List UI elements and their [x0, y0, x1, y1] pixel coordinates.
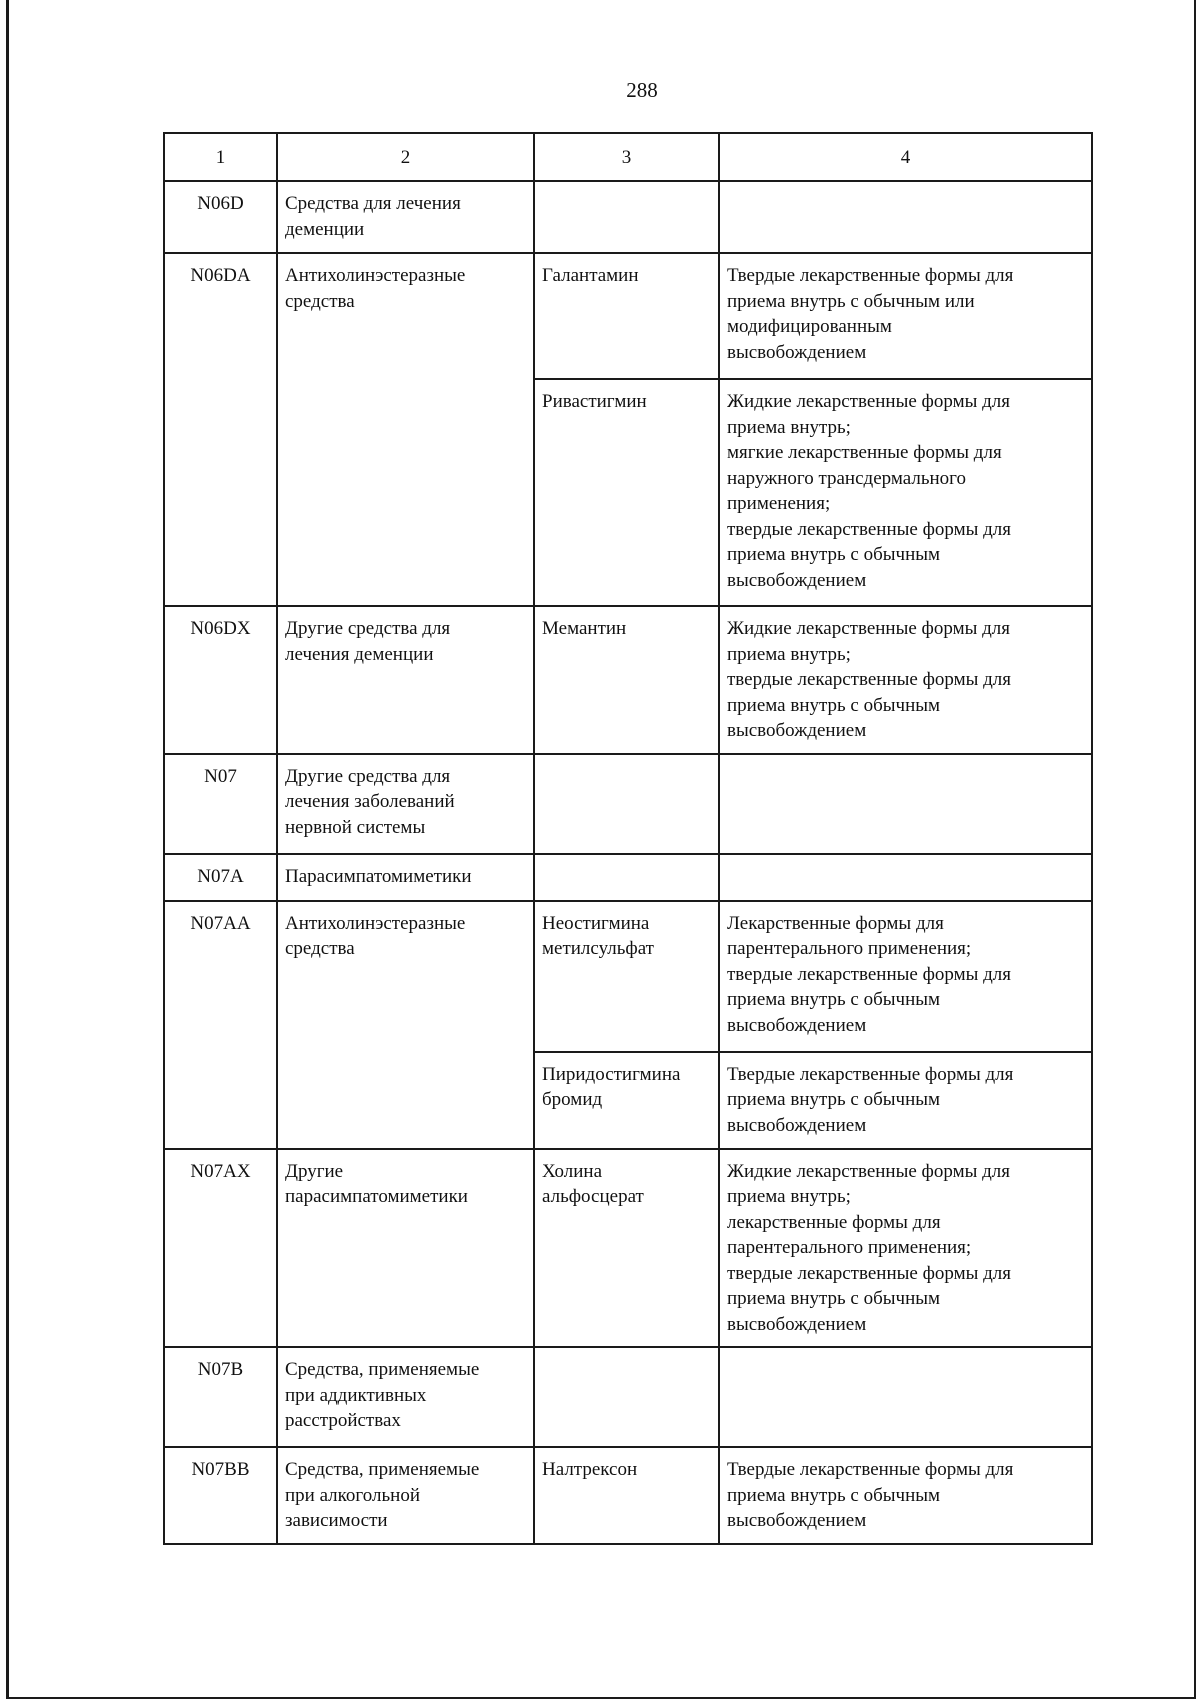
- group-name-cell-line: Антихолинэстеразные: [285, 265, 466, 286]
- group-name-cell: [277, 1149, 534, 1348]
- table-row: [164, 253, 1092, 379]
- group-name-cell-line: деменции: [285, 218, 365, 240]
- dosage-forms-cell-line: Жидкие лекарственные формы для: [727, 618, 1010, 639]
- group-name-cell: [277, 1447, 534, 1544]
- atc-code-cell: N07AX: [164, 1149, 277, 1348]
- group-name-cell-line: Средства, применяемые: [285, 1459, 480, 1480]
- dosage-forms-cell-line: высвобождением: [727, 1510, 867, 1531]
- group-name-cell-line: Парасимпатомиметики: [285, 865, 472, 887]
- drug-name-cell-line: Холина: [542, 1160, 603, 1182]
- table-row: [164, 1347, 1092, 1447]
- group-name-cell-line: нервной системы: [285, 816, 426, 838]
- drug-name-cell-line: Ривастигмин: [542, 391, 647, 412]
- dosage-forms-cell-line: приема внутрь с обычным: [727, 694, 941, 716]
- dosage-forms-cell-line: приема внутрь с обычным: [727, 1484, 941, 1506]
- drug-name-cell-line: Мемантин: [542, 618, 627, 639]
- dosage-forms-cell-line: высвобождением: [727, 569, 867, 591]
- drug-name-cell: [534, 1447, 719, 1544]
- group-name-cell-line: средства: [285, 938, 355, 959]
- medication-table: [163, 132, 1093, 1545]
- group-name-cell: [277, 854, 534, 901]
- dosage-forms-cell-line: твердые лекарственные формы для: [727, 963, 1012, 985]
- dosage-forms-cell-line: Жидкие лекарственные формы для: [727, 1160, 1010, 1182]
- dosage-forms-cell-line: Твердые лекарственные формы для: [727, 1459, 1014, 1480]
- dosage-forms-cell-line: Лекарственные формы для: [727, 912, 944, 934]
- group-name-cell-line: при аддиктивных: [285, 1384, 427, 1406]
- dosage-forms-cell: [719, 1447, 1092, 1544]
- group-name-cell: [277, 253, 534, 606]
- atc-code-cell: N06DX: [164, 606, 277, 754]
- header-cell-1: 1: [164, 133, 277, 181]
- group-name-cell-line: Другие средства для: [285, 618, 451, 639]
- atc-code-cell: N07B: [164, 1347, 277, 1447]
- header-cell-4: 4: [719, 133, 1092, 181]
- group-name-cell-line: лечения деменции: [285, 643, 434, 665]
- atc-code-cell: N06DA: [164, 253, 277, 606]
- dosage-forms-cell-line: применения;: [727, 493, 831, 514]
- drug-name-cell: [534, 1052, 719, 1149]
- group-name-cell-line: зависимости: [285, 1510, 388, 1531]
- drug-name-cell: [534, 253, 719, 379]
- atc-code-cell: N07BB: [164, 1447, 277, 1544]
- dosage-forms-cell-line: высвобождением: [727, 341, 867, 363]
- drug-name-cell-line: альфосцерат: [542, 1186, 644, 1207]
- dosage-forms-cell-line: приема внутрь с обычным: [727, 544, 941, 565]
- drug-name-cell: [534, 606, 719, 754]
- dosage-forms-cell-line: высвобождением: [727, 1313, 867, 1335]
- dosage-forms-cell-line: парентерального применения;: [727, 1237, 972, 1258]
- table-row: [164, 854, 1092, 901]
- group-name-cell-line: при алкогольной: [285, 1484, 420, 1506]
- drug-name-cell: [534, 1149, 719, 1348]
- atc-code-cell: N07A: [164, 854, 277, 901]
- group-name-cell-line: средства: [285, 290, 355, 312]
- group-name-cell-line: Другие средства для: [285, 765, 451, 787]
- drug-name-cell: [534, 379, 719, 606]
- dosage-forms-cell-line: высвобождением: [727, 720, 867, 741]
- dosage-forms-cell-line: твердые лекарственные формы для: [727, 1262, 1012, 1284]
- drug-name-cell-line: Неостигмина: [542, 912, 650, 934]
- group-name-cell: [277, 181, 534, 253]
- table-row: [164, 606, 1092, 754]
- group-name-cell-line: парасимпатомиметики: [285, 1186, 468, 1207]
- dosage-forms-cell: [719, 181, 1092, 253]
- dosage-forms-cell-line: наружного трансдермального: [727, 467, 966, 489]
- table-row: [164, 181, 1092, 253]
- atc-code-cell: N06D: [164, 181, 277, 253]
- dosage-forms-cell-line: приема внутрь с обычным: [727, 1288, 941, 1309]
- dosage-forms-cell-line: модифицированным: [727, 316, 892, 337]
- dosage-forms-cell: [719, 606, 1092, 754]
- drug-name-cell: [534, 1347, 719, 1447]
- dosage-forms-cell: [719, 253, 1092, 379]
- drug-name-cell-line: Пиридостигмина: [542, 1063, 681, 1085]
- table-body: [164, 133, 1092, 1544]
- dosage-forms-cell-line: приема внутрь с обычным: [727, 989, 941, 1010]
- header-cell-3: 3: [534, 133, 719, 181]
- dosage-forms-cell-line: высвобождением: [727, 1014, 867, 1036]
- table-row: [164, 1149, 1092, 1348]
- group-name-cell-line: Другие: [285, 1160, 344, 1182]
- dosage-forms-cell-line: Жидкие лекарственные формы для: [727, 391, 1010, 412]
- dosage-forms-cell-line: приема внутрь с обычным или: [727, 290, 975, 312]
- dosage-forms-cell-line: парентерального применения;: [727, 938, 972, 959]
- dosage-forms-cell: [719, 1347, 1092, 1447]
- group-name-cell-line: лечения заболеваний: [285, 791, 455, 812]
- dosage-forms-cell-line: приема внутрь;: [727, 643, 851, 665]
- group-name-cell-line: Средства, применяемые: [285, 1359, 480, 1380]
- drug-name-cell: [534, 754, 719, 854]
- dosage-forms-cell: [719, 754, 1092, 854]
- table-row: [164, 1447, 1092, 1544]
- dosage-forms-cell-line: лекарственные формы для: [727, 1211, 941, 1233]
- group-name-cell-line: Антихолинэстеразные: [285, 912, 466, 934]
- group-name-cell-line: расстройствах: [285, 1410, 401, 1431]
- group-name-cell: [277, 1347, 534, 1447]
- page-number: 288: [626, 78, 658, 102]
- group-name-cell: [277, 606, 534, 754]
- dosage-forms-cell-line: приема внутрь с обычным: [727, 1089, 941, 1110]
- group-name-cell: [277, 754, 534, 854]
- dosage-forms-cell: [719, 1052, 1092, 1149]
- dosage-forms-cell-line: приема внутрь;: [727, 1186, 851, 1207]
- dosage-forms-cell-line: твердые лекарственные формы для: [727, 518, 1012, 540]
- dosage-forms-cell: [719, 901, 1092, 1052]
- drug-name-cell: [534, 854, 719, 901]
- header-row: [164, 133, 1092, 181]
- drug-name-cell: [534, 901, 719, 1052]
- drug-name-cell: [534, 181, 719, 253]
- drug-name-cell-line: Налтрексон: [542, 1459, 638, 1480]
- dosage-forms-cell: [719, 379, 1092, 606]
- atc-code-cell: N07AA: [164, 901, 277, 1149]
- dosage-forms-cell-line: мягкие лекарственные формы для: [727, 442, 1002, 463]
- drug-name-cell-line: Галантамин: [542, 265, 639, 286]
- group-name-cell: [277, 901, 534, 1149]
- dosage-forms-cell: [719, 854, 1092, 901]
- header-cell-2: 2: [277, 133, 534, 181]
- table-row: [164, 901, 1092, 1052]
- dosage-forms-cell-line: Твердые лекарственные формы для: [727, 265, 1014, 286]
- dosage-forms-cell-line: Твердые лекарственные формы для: [727, 1063, 1014, 1085]
- dosage-forms-cell-line: приема внутрь;: [727, 416, 851, 438]
- group-name-cell-line: Средства для лечения: [285, 193, 461, 214]
- dosage-forms-cell-line: твердые лекарственные формы для: [727, 669, 1012, 690]
- dosage-forms-cell-line: высвобождением: [727, 1114, 867, 1136]
- table-row: [164, 754, 1092, 854]
- drug-name-cell-line: метилсульфат: [542, 938, 654, 959]
- atc-code-cell: N07: [164, 754, 277, 854]
- dosage-forms-cell: [719, 1149, 1092, 1348]
- drug-name-cell-line: бромид: [542, 1089, 603, 1110]
